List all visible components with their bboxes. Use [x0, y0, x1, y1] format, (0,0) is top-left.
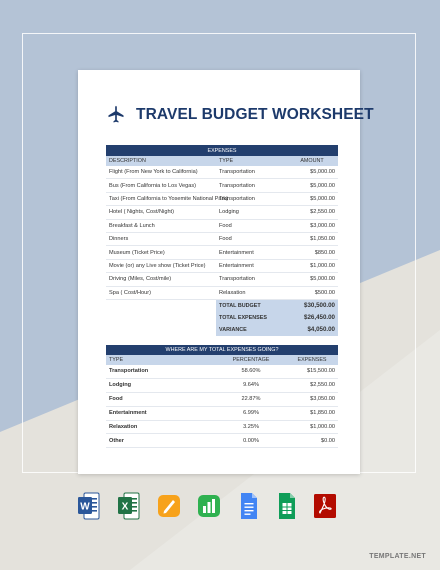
description-cell: Taxi (From California to Yosemite National Park)	[106, 192, 216, 205]
summary-label: TOTAL BUDGET	[216, 299, 286, 312]
pdf-icon[interactable]	[314, 492, 336, 520]
excel-icon[interactable]	[118, 492, 140, 520]
column-header-amount: AMOUNT	[286, 156, 338, 166]
table-row	[106, 365, 338, 378]
table-row	[106, 286, 338, 299]
summary-value: $30,500.00	[286, 299, 338, 312]
description-cell: Museum (Ticket Price)	[106, 246, 216, 259]
document-page	[78, 70, 374, 474]
amount-cell: $5,000.00	[286, 192, 338, 205]
table-row	[106, 166, 338, 179]
expenses-cell: $1,850.00	[286, 406, 338, 420]
amount-cell: $1,050.00	[286, 232, 338, 245]
title-row	[106, 103, 374, 127]
type-cell: Food	[216, 219, 286, 232]
summary-row	[106, 324, 338, 336]
type-cell: Entertainment	[216, 246, 286, 259]
summary-row	[106, 312, 338, 324]
pages-icon[interactable]	[158, 492, 180, 520]
column-header-type: TYPE	[106, 355, 216, 365]
watermark: TEMPLATE.NET	[369, 553, 426, 560]
description-cell: Driving (Miles, Cost/mile)	[106, 273, 216, 286]
type-cell: Transportation	[216, 273, 286, 286]
description-cell: Flight (From New York to California)	[106, 166, 216, 179]
summary-row	[106, 299, 338, 312]
amount-cell: $5,000.00	[286, 166, 338, 179]
table-row	[106, 378, 338, 392]
type-cell: Entertainment	[216, 259, 286, 272]
description-cell: Dinners	[106, 232, 216, 245]
table-row	[106, 206, 338, 219]
airplane-icon	[106, 105, 126, 125]
description-cell: Hotel ( Nights, Cost/Night)	[106, 206, 216, 219]
amount-cell: $5,000.00	[286, 179, 338, 192]
table-row	[106, 406, 338, 420]
percentage-cell: 0.00%	[216, 434, 286, 448]
expenses-cell: $1,000.00	[286, 420, 338, 434]
document-title: TRAVEL BUDGET WORKSHEET	[136, 106, 374, 123]
table-row	[106, 259, 338, 272]
breakdown-header: WHERE ARE MY TOTAL EXPENSES GOING?	[106, 345, 338, 355]
type-cell: Food	[106, 392, 216, 406]
percentage-cell: 6.99%	[216, 406, 286, 420]
google-sheets-icon[interactable]	[276, 492, 298, 520]
percentage-cell: 9.64%	[216, 378, 286, 392]
table-row	[106, 179, 338, 192]
summary-spacer	[106, 324, 216, 336]
type-cell: Transportation	[216, 166, 286, 179]
word-icon[interactable]	[78, 492, 100, 520]
summary-spacer	[106, 312, 216, 324]
amount-cell: $5,000.00	[286, 273, 338, 286]
percentage-cell: 58.60%	[216, 365, 286, 378]
percentage-cell: 3.25%	[216, 420, 286, 434]
description-cell: Bus (From California to Los Vegas)	[106, 179, 216, 192]
expense-breakdown-table	[106, 345, 338, 448]
type-cell: Entertainment	[106, 406, 216, 420]
type-cell: Relaxation	[216, 286, 286, 299]
type-cell: Transportation	[106, 365, 216, 378]
svg-text:X: X	[121, 501, 129, 513]
expenses-table	[106, 145, 338, 336]
numbers-icon[interactable]	[198, 492, 220, 520]
table-row	[106, 434, 338, 448]
amount-cell: $2,550.00	[286, 206, 338, 219]
summary-spacer	[106, 299, 216, 312]
summary-value: $4,050.00	[286, 324, 338, 336]
type-cell: Lodging	[106, 378, 216, 392]
column-header-percentage: PERCENTAGE	[216, 355, 286, 365]
type-cell: Food	[216, 232, 286, 245]
table-row	[106, 273, 338, 286]
google-docs-icon[interactable]	[238, 492, 260, 520]
description-cell: Movie (or) any Live show (Ticket Price)	[106, 259, 216, 272]
summary-value: $26,450.00	[286, 312, 338, 324]
type-cell: Transportation	[216, 192, 286, 205]
percentage-cell: 22.87%	[216, 392, 286, 406]
table-row	[106, 420, 338, 434]
app-icons-row	[0, 492, 440, 524]
amount-cell: $1,000.00	[286, 259, 338, 272]
amount-cell: $850.00	[286, 246, 338, 259]
type-cell: Relaxation	[106, 420, 216, 434]
description-cell: Breakfast & Lunch	[106, 219, 216, 232]
column-header-description: DESCRIPTION	[106, 156, 216, 166]
type-cell: Lodging	[216, 206, 286, 219]
type-cell: Other	[106, 434, 216, 448]
expenses-cell: $2,550.00	[286, 378, 338, 392]
table-row	[106, 246, 338, 259]
description-cell: Spa ( Cost/Hour)	[106, 286, 216, 299]
table-row	[106, 192, 338, 205]
table-row	[106, 232, 338, 245]
amount-cell: $3,000.00	[286, 219, 338, 232]
column-header-expenses: EXPENSES	[286, 355, 338, 365]
svg-text:W: W	[80, 501, 90, 513]
type-cell: Transportation	[216, 179, 286, 192]
summary-label: TOTAL EXPENSES	[216, 312, 286, 324]
expenses-header: EXPENSES	[106, 145, 338, 156]
expenses-cell: $3,050.00	[286, 392, 338, 406]
expenses-cell: $0.00	[286, 434, 338, 448]
table-row	[106, 392, 338, 406]
column-header-type: TYPE	[216, 156, 286, 166]
amount-cell: $500.00	[286, 286, 338, 299]
table-row	[106, 219, 338, 232]
summary-label: VARIANCE	[216, 324, 286, 336]
expenses-cell: $15,500.00	[286, 365, 338, 378]
